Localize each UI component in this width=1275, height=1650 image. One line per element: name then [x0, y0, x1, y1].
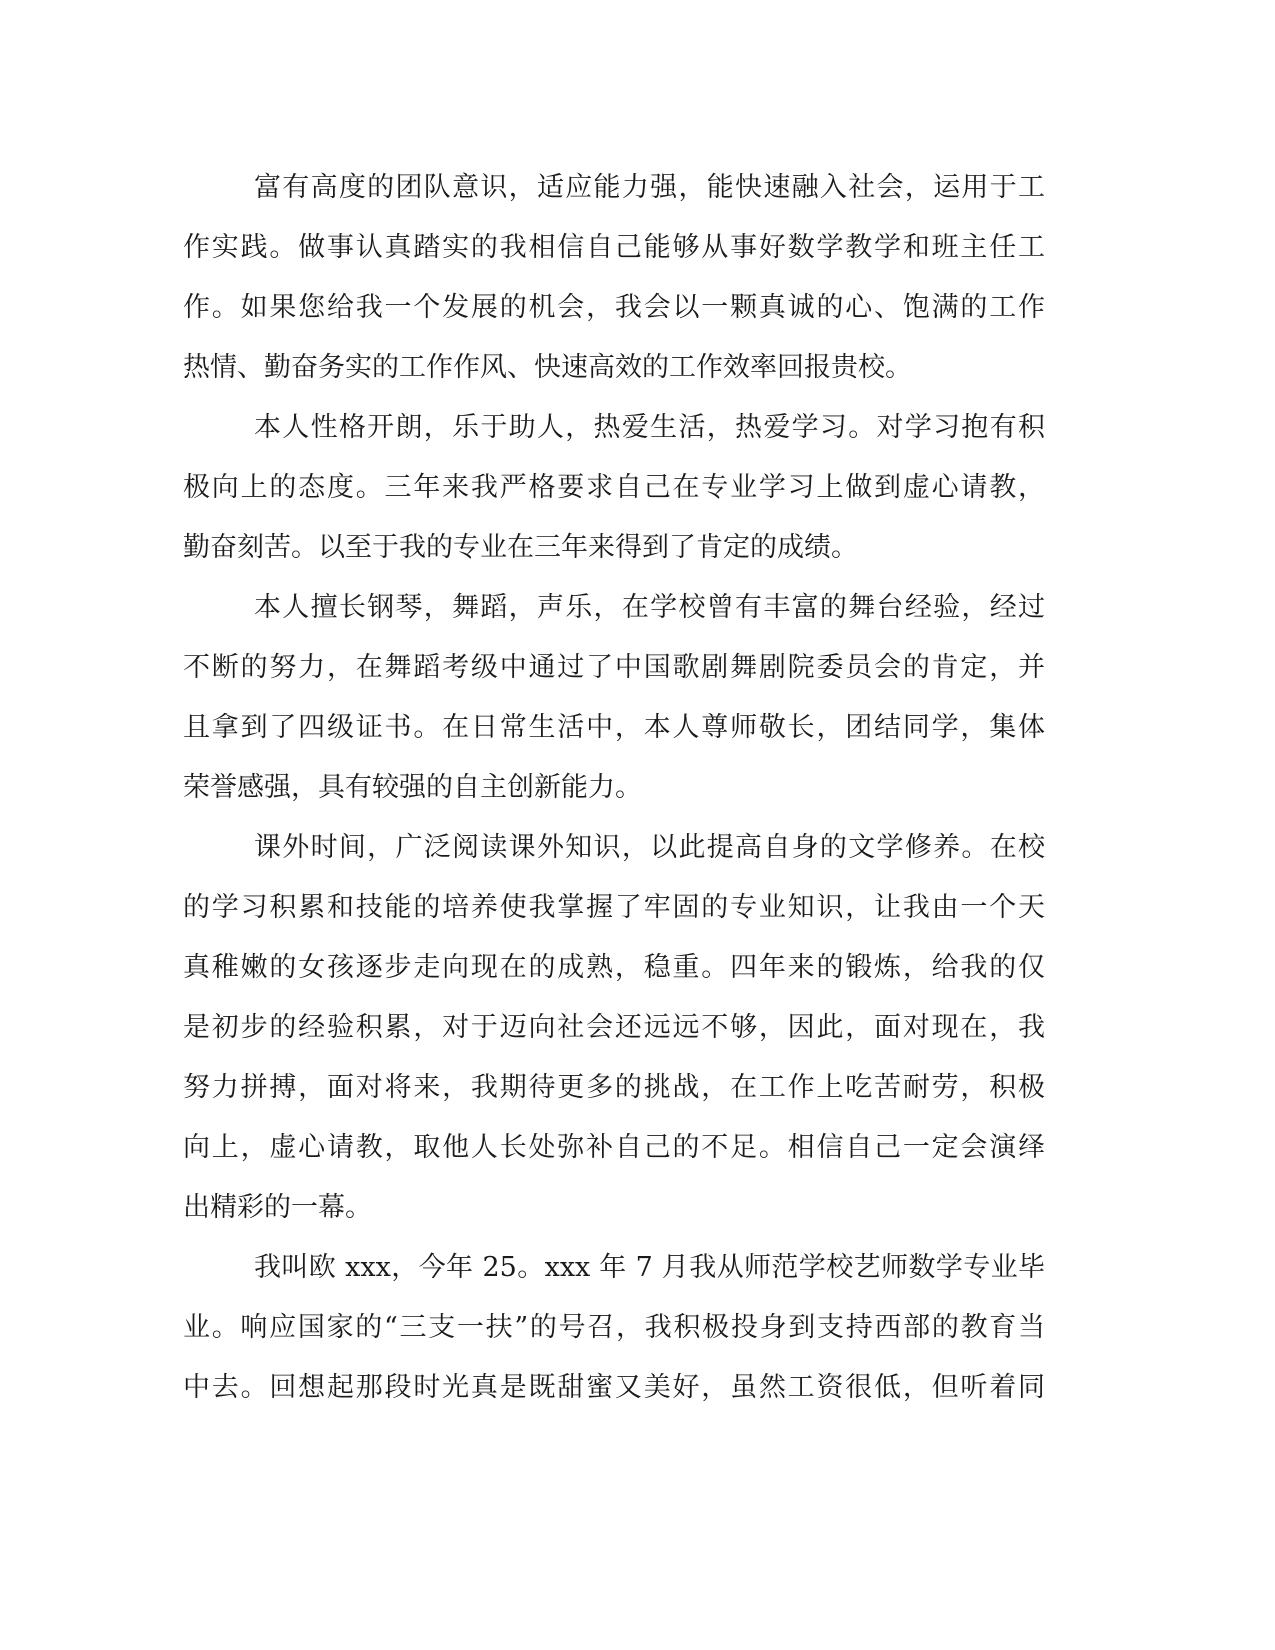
text-line: 本人擅长钢琴，舞蹈，声乐，在学校曾有丰富的舞台经验，经过: [254, 592, 1045, 623]
paragraph: [183, 158, 1045, 398]
paragraph: [183, 818, 1045, 1238]
text-line: 本人性格开朗，乐于助人，热爱生活，热爱学习。对学习抱有积: [254, 412, 1045, 443]
paragraph: [183, 578, 1045, 818]
paragraph: [183, 398, 1045, 578]
text-line: 作实践。做事认真踏实的我相信自己能够从事好数学教学和班主任工: [183, 232, 1045, 263]
text-line: 不断的努力，在舞蹈考级中通过了中国歌剧舞剧院委员会的肯定，并: [183, 652, 1045, 683]
text-line: 课外时间，广泛阅读课外知识，以此提高自身的文学修养。在校: [254, 832, 1045, 863]
document-body: [183, 158, 1045, 1418]
paragraph: [183, 1238, 1045, 1418]
text-line: 的学习积累和技能的培养使我掌握了牢固的专业知识，让我由一个天: [183, 892, 1045, 923]
text-line: 勤奋刻苦。以至于我的专业在三年来得到了肯定的成绩。: [183, 532, 858, 563]
text-line: 真稚嫩的女孩逐步走向现在的成熟，稳重。四年来的锻炼，给我的仅: [183, 952, 1045, 983]
text-line: 富有高度的团队意识，适应能力强，能快速融入社会，运用于工: [254, 172, 1045, 203]
text-line: 是初步的经验积累，对于迈向社会还远远不够，因此，面对现在，我: [183, 1012, 1045, 1043]
text-line: 出精彩的一幕。: [183, 1192, 372, 1223]
text-line: 向上，虚心请教，取他人长处弥补自己的不足。相信自己一定会演绎: [183, 1132, 1045, 1163]
text-line: 我叫欧 xxx，今年 25。xxx 年 7 月我从师范学校艺师数学专业毕: [254, 1252, 1045, 1283]
text-line: 荣誉感强，具有较强的自主创新能力。: [183, 772, 642, 803]
text-line: 热情、勤奋务实的工作作风、快速高效的工作效率回报贵校。: [183, 352, 912, 383]
text-line: 作。如果您给我一个发展的机会，我会以一颗真诚的心、饱满的工作: [183, 292, 1045, 323]
text-line: 业。响应国家的“三支一扶”的号召，我积极投身到支持西部的教育当: [183, 1312, 1045, 1343]
text-line: 极向上的态度。三年来我严格要求自己在专业学习上做到虚心请教，: [183, 472, 1045, 503]
text-line: 努力拼搏，面对将来，我期待更多的挑战，在工作上吃苦耐劳，积极: [183, 1072, 1045, 1103]
text-line: 且拿到了四级证书。在日常生活中，本人尊师敬长，团结同学，集体: [183, 712, 1045, 743]
text-line: 中去。回想起那段时光真是既甜蜜又美好，虽然工资很低，但听着同: [183, 1372, 1045, 1403]
